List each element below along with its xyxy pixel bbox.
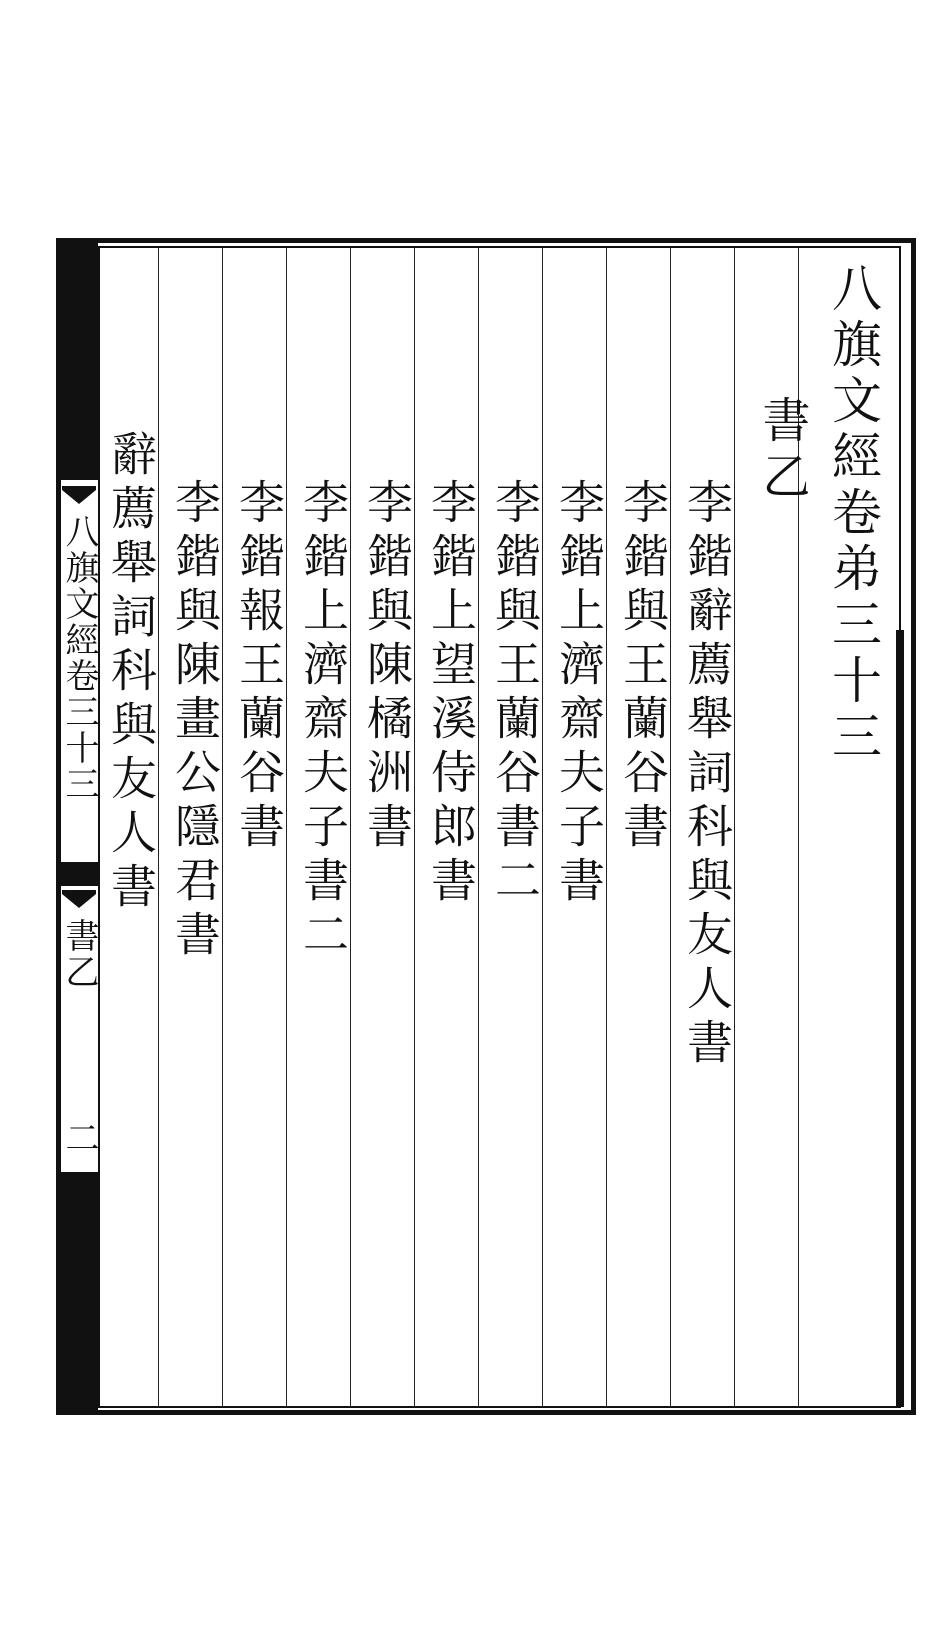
column-rule bbox=[414, 248, 415, 1406]
column-rule bbox=[734, 248, 735, 1406]
toc-entry: 李鍇辭薦舉詞科與友人書 bbox=[680, 478, 734, 1072]
toc-entry: 李鍇上濟齋夫子書 bbox=[552, 478, 606, 910]
column-rule bbox=[286, 248, 287, 1406]
toc-entry: 李鍇報王蘭谷書 bbox=[232, 478, 286, 856]
column-rule bbox=[542, 248, 543, 1406]
page-margin-strip bbox=[60, 242, 98, 1411]
column-rule bbox=[670, 248, 671, 1406]
right-border-rule bbox=[896, 630, 904, 1407]
column-rule bbox=[478, 248, 479, 1406]
column-rule bbox=[606, 248, 607, 1406]
toc-entry: 李鍇上望溪侍郎書 bbox=[424, 478, 478, 910]
fish-tail-icon bbox=[62, 890, 96, 910]
fish-tail-icon bbox=[62, 486, 96, 506]
toc-entry: 李鍇與王蘭谷書二 bbox=[488, 478, 542, 910]
lower-black-mouth bbox=[60, 1172, 98, 1411]
column-rule bbox=[158, 248, 159, 1406]
upper-black-mouth bbox=[60, 242, 98, 480]
toc-entry: 辭薦舉詞科與友人書 bbox=[104, 430, 158, 916]
toc-entry: 李鍇與陳橘洲書 bbox=[360, 478, 414, 856]
margin-book-label: 八旗文經卷三十三 bbox=[59, 514, 99, 802]
margin-page-number: 二 bbox=[59, 1120, 99, 1156]
column-rule bbox=[222, 248, 223, 1406]
column-rule bbox=[350, 248, 351, 1406]
toc-entry: 李鍇與陳畫公隱君書 bbox=[168, 478, 222, 964]
section-heading: 書乙 bbox=[754, 395, 810, 507]
toc-entry: 李鍇與王蘭谷書 bbox=[616, 478, 670, 856]
margin-section-label: 書乙 bbox=[59, 918, 99, 990]
toc-entry: 李鍇上濟齋夫子書二 bbox=[296, 478, 350, 964]
volume-title: 八旗文經卷弟三十三 bbox=[824, 262, 882, 766]
middle-black-bar bbox=[60, 862, 98, 886]
